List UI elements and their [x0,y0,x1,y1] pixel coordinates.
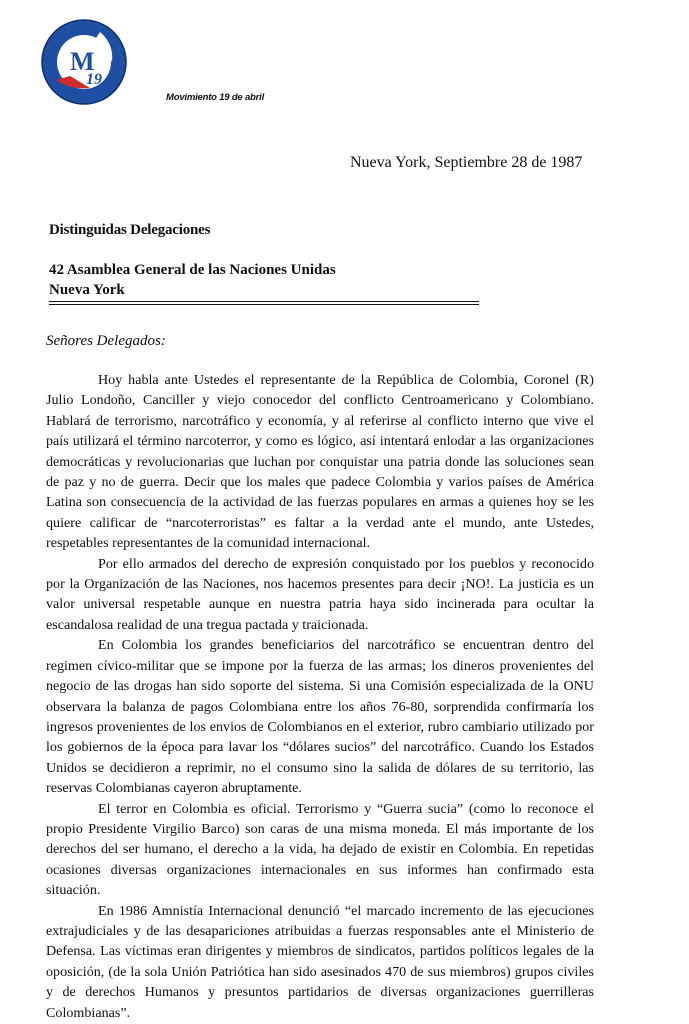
divider-line [49,304,479,305]
logo-center-number: 19 [86,71,102,88]
body-paragraph: En Colombia los grandes beneficiarios del narcotráfico se encuentran dentro del regimen cívico-militar que se impone por la fuerza de las armas; los dineros provenientes del negocio de las drogas han sido soporte del sistema. Si una Comisión especializada de la ONU observara la balanza de pagos Colombiana entre los años 76-80, sorprendida confirmaría los ingresos provenientes de los envios de Colombianos en el exterior, rubro cambiario utilizado por los gobiernos de la época para lavar los “dólares sucios” del narcotráfico. Cuando los Estados Unidos se decidieron a reprimir, no el consumo sino la salida de dólares de su territorio, las reservas Colombianas cayeron abruptamente. [46,637,594,797]
letter-recipient: Distinguidas Delegaciones [49,222,211,238]
assembly-title: 42 Asamblea General de las Naciones Unidas [49,262,336,278]
body-paragraph: Hoy habla ante Ustedes el representante de la República de Colombia, Coronel (R) Julio Londoño, Canciller y viejo conocedor del conflicto Centroamericano y Colombiano. Hablará de terrorismo, narcotráfico y economía, y al referirse al conflicto interno que vive el país utilizará el término narcoterror, y como es lógico, así intentará enlodar a las organizaciones democráticas y revolucionarias que luchan por conquistar una patria donde las soluciones sean de paz y no de guerra. Decir que los males que padece Colombia y varios países de América Latina son consecuencia de la actividad de las fuerzas populares en armas a quienes hoy se les quiere calificar de “narcoterroristas” es faltar a la verdad ante el mundo, ante Ustedes, respetables representantes de la comunidad internacional. [46,372,594,552]
body-paragraph: El terror en Colombia es oficial. Terrorismo y “Guerra sucia” (como lo reconoce el propio Presidente Virgilio Barco) son caras de una misma moneda. El más importante de los derechos del ser humano, el derecho a la vida, ha dejado de existir en Colombia. En repetidas ocasiones diversas organizaciones internacionales en sus informes han confirmado esta situación. [46,800,594,899]
letter-body [46,370,594,1023]
m19-logo [40,18,128,106]
divider-line [49,301,479,302]
assembly-city: Nueva York [49,282,125,298]
letter-date: Nueva York, Septiembre 28 de 1987 [350,154,583,171]
salutation: Señores Delegados: [46,333,166,349]
body-paragraph: Por ello armados del derecho de expresión conquistado por los pueblos y reconocido por la Organización de las Naciones, nos hacemos presentes para decir ¡NO!. La justicia es un valor universal respetable aunque en nuestra patria haya sido incinerada para ocultar la escandalosa realidad de una tregua pactada y traicionada. [46,555,594,633]
movement-name: Movimiento 19 de abril [166,92,265,103]
assembly-block [49,260,336,300]
logo-center-letter: M [70,47,95,76]
body-paragraph: En 1986 Amnistía Internacional denunció “el marcado incremento de las ejecuciones extrajudiciales y de las desapariciones atribuidas a fuerzas responsables ante el Ministerio de Defensa. Las víctimas eran dirigentes y miembros de sindicatos, partidos políticos legales de la oposición, (de la sola Unión Patriótica han sido asesinados 470 de sus miembros) grupos civiles y de derechos Humanos y presuntos partidarios de diversas organizaciones guerrilleras Colombianas”. [46,902,594,1021]
